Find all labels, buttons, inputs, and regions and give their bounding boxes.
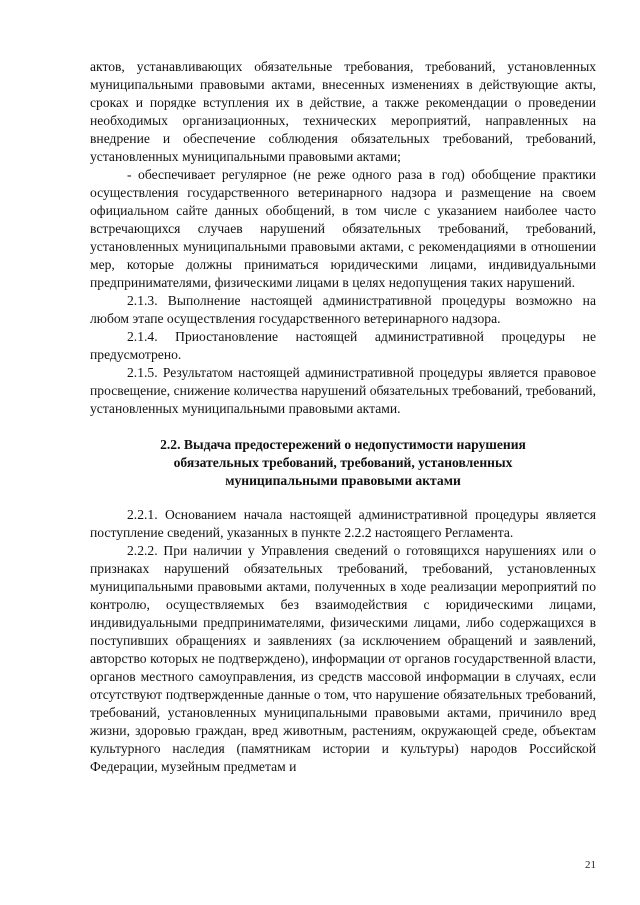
page-number: 21 — [585, 859, 596, 871]
heading-line-3: муниципальными правовыми актами — [225, 473, 461, 488]
paragraph-2-2-2: 2.2.2. При наличии у Управления сведений о готовящихся нарушениях или о признаках нарушений обязательных требований, требований, установленных муниципальными правовыми актами, полученных в ходе реализации мероприятий по контролю, осуществляемых без взаимодействия с юридическими лицами, индивидуальными предпринимателями, физическими лицами, либо содержащихся в поступивших обращениях и заявлениях (за исключением обращений и заявлений, авторство которых не подтверждено), информации от органов государственной власти, органов местного самоуправления, из средств массовой информации в случаях, если отсутствуют подтвержденные данные о том, что нарушение обязательных требований, требований, установленных муниципальными правовыми актами, причинило вред жизни, здоровью граждан, вред животным, растениям, окружающей среде, объектам культурного наследия (памятникам истории и культуры) народов Российской Федерации, музейным предметам и — [90, 543, 596, 774]
heading-line-1: 2.2. Выдача предостережений о недопустимости нарушения — [160, 437, 526, 452]
document-body — [90, 58, 596, 776]
section-heading-2-2 — [90, 436, 596, 490]
paragraph-2-1-5: 2.1.5. Результатом настоящей административной процедуры является правовое просвещение, снижение количества нарушений обязательных требований, требований, установленных муниципальными правовыми актами. — [90, 365, 596, 416]
paragraph-2-2-1: 2.2.1. Основанием начала настоящей административной процедуры является поступление сведений, указанных в пункте 2.2.2 настоящего Регламента. — [90, 507, 596, 540]
paragraph-2-1-4: 2.1.4. Приостановление настоящей административной процедуры не предусмотрено. — [90, 329, 596, 362]
paragraph-2-1-3: 2.1.3. Выполнение настоящей административной процедуры возможно на любом этапе осуществления государственного ветеринарного надзора. — [90, 293, 596, 326]
paragraph-generalization: - обеспечивает регулярное (не реже одного раза в год) обобщение практики осуществления государственного ветеринарного надзора и размещение на своем официальном сайте данных обобщений, в том числе с указанием наиболее часто встречающихся случаев нарушений обязательных требований, требований, установленных муниципальными правовыми актами, с рекомендациями в отношении мер, которые должны приниматься юридическими лицами, индивидуальными предпринимателями, физическими лицами в целях недопущения таких нарушений. — [90, 167, 596, 290]
heading-line-2: обязательных требований, требований, установленных — [173, 455, 513, 470]
paragraph-continuation: актов, устанавливающих обязательные требования, требований, установленных муниципальными правовыми актами, внесенных изменениях в действующие акты, сроках и порядке вступления их в действие, а также рекомендации о проведении необходимых организационных, технических мероприятий, направленных на внедрение и обеспечение соблюдения обязательных требований, требований, установленных муниципальными правовыми актами; — [90, 59, 596, 164]
